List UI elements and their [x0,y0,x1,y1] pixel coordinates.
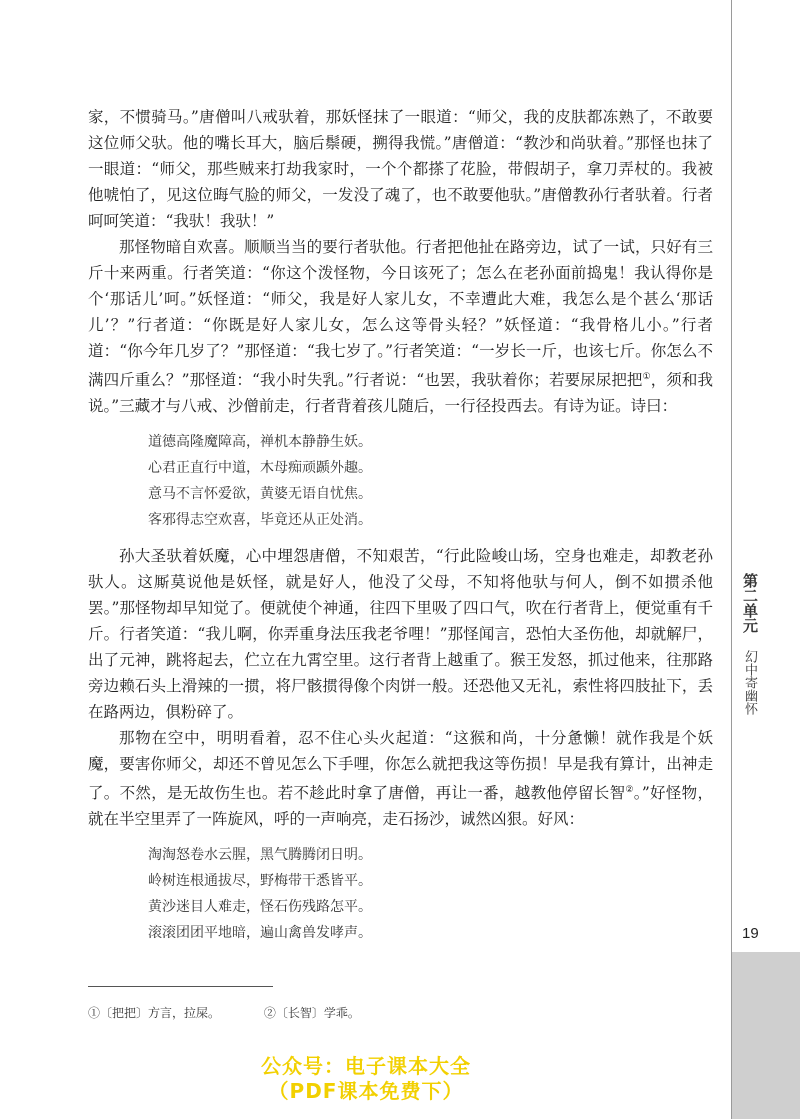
poem-line: 客邪得志空欢喜，毕竟还从正处消。 [148,512,372,529]
paragraph-text: 那物在空中，明明看着，忍不住心头火起道：“这猴和尚，十分惫懒！就作我是个妖魔，要害你师父，却还不曾见怎么下手哩，你怎么就把我这等伤损！早是我有算计，出神走了。不然，是无故伤生也。若不趁此时拿了唐僧，再让一番，越教他停留长智 [88,729,713,803]
unit-subtitle: 幻中寄幽怀 [742,650,757,715]
footnotes [88,1004,400,1021]
poem-line: 意马不言怀爱欲，黄婆无语自忧焦。 [148,486,372,503]
paragraph-text: 那怪物暗自欢喜。顺顺当当的要行者驮他。行者把他扯在路旁边，试了一试，只好有三斤十来两重。行者笑道：“你这个泼怪物，今日该死了；怎么在老孙面前捣鬼！我认得你是个‘那话儿’呵。”妖怪道：“师父，我是好人家儿女，不幸遭此大难，我怎么是个甚么‘那话儿’？”行者道：“你既是好人家儿女，怎么这等骨头轻？”妖怪道：“我骨格儿小。”行者道：“你今年几岁了？”那怪道：“我七岁了。”行者笑道：“一岁长一斤，也该七斤。你怎么不满四斤重么？”那怪道：“我小时失乳。”行者说：“也罢，我驮着你；若要尿尿把把 [88,238,713,390]
footnote: ①〔把把〕方言，拉屎。 [88,1006,221,1020]
poem-line: 岭树连根通拔尽，野梅带干悉皆平。 [148,873,372,890]
footnote-mark: ② [625,785,634,796]
watermark-line: 公众号：电子课本大全 [261,1054,471,1078]
poem-line: 黄沙迷目人难走，怪石伤残路怎平。 [148,899,372,916]
paragraph [88,725,713,832]
page-number: 19 [742,925,759,942]
poem [148,842,713,946]
page-corner-tab [732,952,800,1119]
poem-line: 心君正直行中道，木母痴顽踬外趣。 [148,460,372,477]
paragraph [88,234,713,419]
poem-line: 滚滚团团平地暗，遍山禽兽发哮声。 [148,925,372,942]
paragraph-text: ，须和我说。”三藏才与八戒、沙僧前走，行者背着孩儿随后，一行径投西去。有诗为证。诗曰： [88,371,713,416]
poem-line: 淘淘怒卷水云腥，黑气腾腾闭日明。 [148,847,372,864]
paragraph-text: 。”好怪物，就在半空里弄了一阵旋风，呼的一声响亮，走石扬沙，诚然凶狠。好风： [88,784,713,829]
footnote: ②〔长智〕学乖。 [263,1006,360,1020]
unit-label: 第二单元 [741,573,759,633]
poem [148,429,713,533]
footnote-mark: ① [642,372,651,382]
main-text [88,104,713,956]
footnote-divider [88,986,273,987]
paragraph: 孙大圣驮着妖魔，心中埋怨唐僧，不知艰苦，“行此险峻山场，空身也难走，却教老孙驮人。这厮莫说他是妖怪，就是好人，他没了父母，不知将他驮与何人，倒不如掼杀他罢。”那怪物却早知觉了。便就使个神通，往四下里吸了四口气，吹在行者背上，便觉重有千斤。行者笑道：“我儿啊，你弄重身法压我老爷哩！”那怪闻言，恐怕大圣伤他，却就解尸，出了元神，跳将起去，伫立在九霄空里。这行者背上越重了。猴王发怒，抓过他来，往那路旁边赖石头上滑辣的一掼，将尸骸掼得像个肉饼一般。还恐他又无礼，索性将四肢扯下，丢在路两边，俱粉碎了。 [88,547,713,722]
poem-line: 道德高隆魔障高，禅机本静静生妖。 [148,434,372,451]
paragraph: 家，不惯骑马。”唐僧叫八戒驮着，那妖怪抹了一眼道：“师父，我的皮肤都冻熟了，不敢要这位师父驮。他的嘴长耳大，脑后鬃硬，搠得我慌。”唐僧道：“教沙和尚驮着。”那怪也抹了一眼道：“师父，那些贼来打劫我家时，一个个都搽了花脸，带假胡子，拿刀弄杖的。我被他唬怕了，见这位晦气脸的师父，一发没了魂了，也不敢要他驮。”唐僧教孙行者驮着。行者呵呵笑道：“我驮！我驮！” [88,108,713,230]
watermark-line: （PDF课本免费下） [268,1079,464,1103]
